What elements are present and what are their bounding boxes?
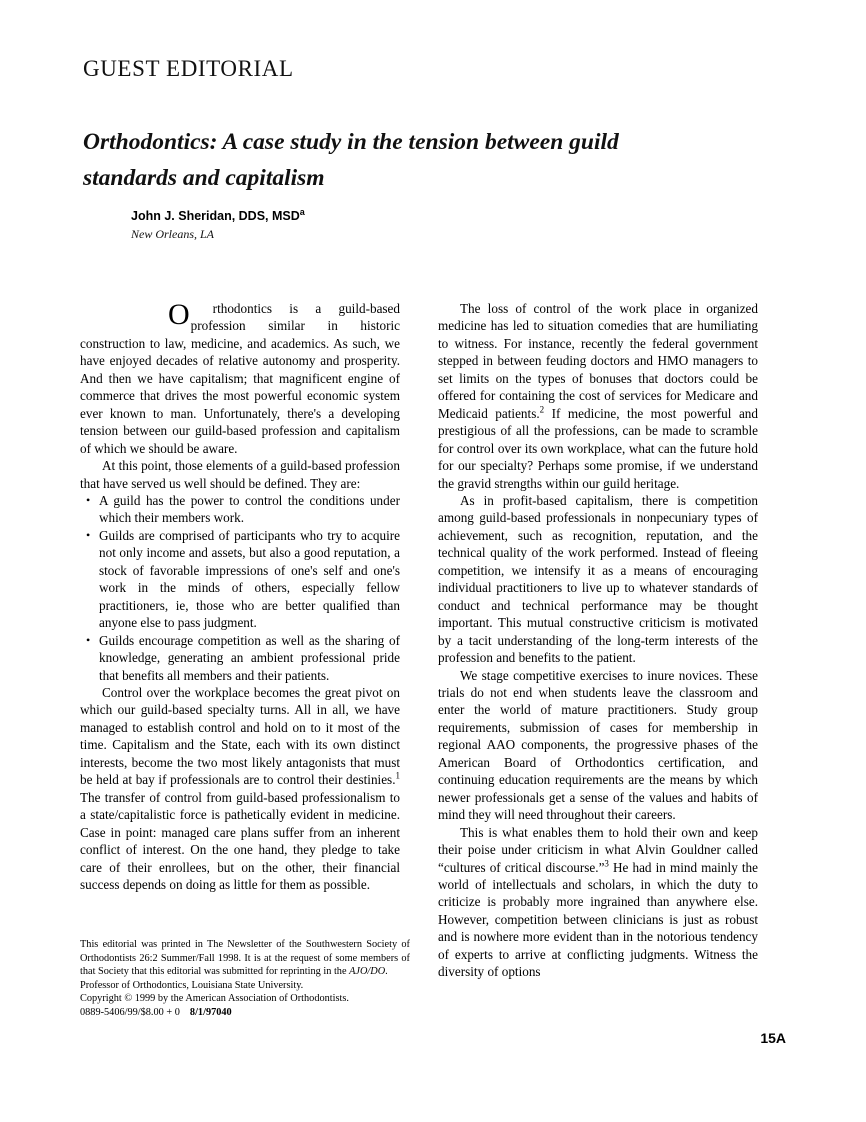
drop-cap: O bbox=[168, 298, 190, 331]
paragraph-loss-of-control bbox=[438, 300, 758, 492]
author-name-text: John J. Sheridan, DDS, MSD bbox=[131, 209, 300, 223]
guild-attributes-list bbox=[80, 492, 400, 684]
footnote-reprint-notice bbox=[80, 938, 410, 979]
footnote-issn-line bbox=[80, 1006, 410, 1020]
paragraph-workplace-control-text-b: The transfer of control from guild-based professionalism to a state/capitalistic force is pathetically evident in medicine. Case in point: managed care plans suffer from an inherent conflict of interest. On the one hand, they pledge to take care of their enrollees, but on the other, their financial success depends on doing as little for them as possible. bbox=[80, 789, 400, 892]
footnote-reference-2: 2 bbox=[539, 404, 545, 415]
list-item bbox=[80, 527, 400, 632]
footnote-issn: 0889-5406/99/$8.00 + 0 bbox=[80, 1006, 180, 1018]
bullet-icon: • bbox=[86, 492, 91, 507]
footnote-reprint-text-end: . bbox=[385, 966, 388, 978]
paragraph-profit-based-capitalism: As in profit-based capitalism, there is competition among guild-based professionals in nonpecuniary types of achievement, such as recognition, reputation, and the technical quality of the work performed. Instead of fleeing competition, we intensify it as a means of encouraging individual practitioners to live up to whatever standards of conduct and technical performance may be thought important. This mutual constructive criticism is motivated by a tacit understanding of the long-term interests of the profession and benefits to the patient. bbox=[438, 492, 758, 666]
paragraph-intro-text: rthodontics is a guild-based profession similar in historic construction to law, medicine, and academics. As such, we have enjoyed decades of relative autonomy and prosperity. And then we have capitalism; that magnificent engine of commerce that drives the most powerful economic system ever known to man. Unfortunately, there's a developing tension between our guild-based profession and capitalism of which we should be aware. bbox=[80, 301, 400, 456]
paragraph-loss-of-control-text-b: If medicine, the most powerful and prestigious of all the professions, can be made to scramble for control over its own workplace, what can the future hold for our specialty? Perhaps some promise, if we understand the gravid strengths within our guild heritage. bbox=[438, 405, 758, 491]
paragraph-critical-discourse-text-b: He had in mind mainly the world of intellectuals and scholars, in which the duty to criticize is probably more ingrained than anywhere else. However, competition between clinicians is just as robust and is nowhere more evident than in the notorious tendency of experts to arrive at conflicting judgments. Witness the diversity of options bbox=[438, 859, 758, 980]
list-item-text: A guild has the power to control the conditions under which their members work. bbox=[99, 492, 400, 526]
footnote-block bbox=[80, 938, 410, 1020]
paragraph-intro bbox=[80, 300, 400, 457]
body-column-right bbox=[438, 300, 758, 981]
byline bbox=[131, 208, 631, 243]
paragraph-workplace-control bbox=[80, 684, 400, 893]
footnote-reprint-text: This editorial was printed in The Newsletter of the Southwestern Society of Orthodontists 26:2 Summer/Fall 1998. It is at the request of some members of that Society that this editorial was submitted for reprinting in the bbox=[80, 939, 410, 978]
footnote-journal-abbrev: AJO/DO bbox=[349, 966, 386, 978]
body-column-left bbox=[80, 300, 400, 893]
list-item-text: Guilds encourage competition as well as the sharing of knowledge, generating an ambient professional pride that benefits all members and their patients. bbox=[99, 632, 400, 683]
page-number: 15A bbox=[760, 1030, 786, 1046]
list-item bbox=[80, 492, 400, 527]
list-item-text: Guilds are comprised of participants who try to acquire not only income and assets, but also a good reputation, a stock of favorable impressions of one's self and one's work in the minds of others, especially fellow practitioners, ie, those who are better qualified than anyone else to pass judgment. bbox=[99, 527, 400, 631]
page-title: Orthodontics: A case study in the tension between guild standards and capitalism bbox=[83, 128, 619, 191]
paragraph-competitive-exercises: We stage competitive exercises to inure novices. These trials do not end when students leave the classroom and enter the world of mature practitioners. Study group requirements, submission of cases for membership in regional AAO components, the progressive phases of the American Board of Orthodontics certification, and continuing education requirements are the means by which newer professionals get a sense of the values and habits of mind they will need throughout their careers. bbox=[438, 667, 758, 823]
paragraph-workplace-control-text-a: Control over the workplace becomes the great pivot on which our guild-based specialty turns. All in all, we have managed to establish control and hold on to it most of the time. Capitalism and the State, each with its own distinct interests, become the two most likely antagonists that must be held at bay if professionals are to control their destinies. bbox=[80, 684, 400, 788]
list-item bbox=[80, 632, 400, 684]
footnote-article-code: 8/1/97040 bbox=[189, 1006, 232, 1018]
paragraph-guild-definition: At this point, those elements of a guild-based profession that have served us well should be defined. They are: bbox=[80, 458, 400, 491]
footnote-reference-3: 3 bbox=[604, 858, 609, 869]
footnote-affiliation: Professor of Orthodontics, Louisiana State University. bbox=[80, 979, 304, 991]
footnote-reference-1: 1 bbox=[395, 770, 400, 781]
author-footnote-marker: a bbox=[299, 206, 305, 217]
footnote-copyright: Copyright © 1999 by the American Association of Orthodontists. bbox=[80, 993, 349, 1005]
author-affiliation: New Orleans, LA bbox=[131, 227, 215, 241]
author-name bbox=[131, 208, 631, 224]
paragraph-loss-of-control-text-a: The loss of control of the work place in organized medicine has led to situation comedies that are humiliating to witness. For instance, recently the federal government stepped in between feuding doctors and HMO managers to set limits on the types of bonuses that doctors could be offered for containing the cost of services for Medicare and Medicaid patients. bbox=[438, 301, 758, 421]
section-kicker: GUEST EDITORIAL bbox=[83, 56, 294, 81]
bullet-icon: • bbox=[86, 527, 91, 542]
paragraph-critical-discourse bbox=[438, 824, 758, 981]
bullet-icon: • bbox=[86, 632, 91, 647]
paragraph-critical-discourse-text-a: This is what enables them to hold their own and keep their poise under criticism in what Alvin Gouldner called “cultures of critical discourse.” bbox=[438, 824, 758, 875]
